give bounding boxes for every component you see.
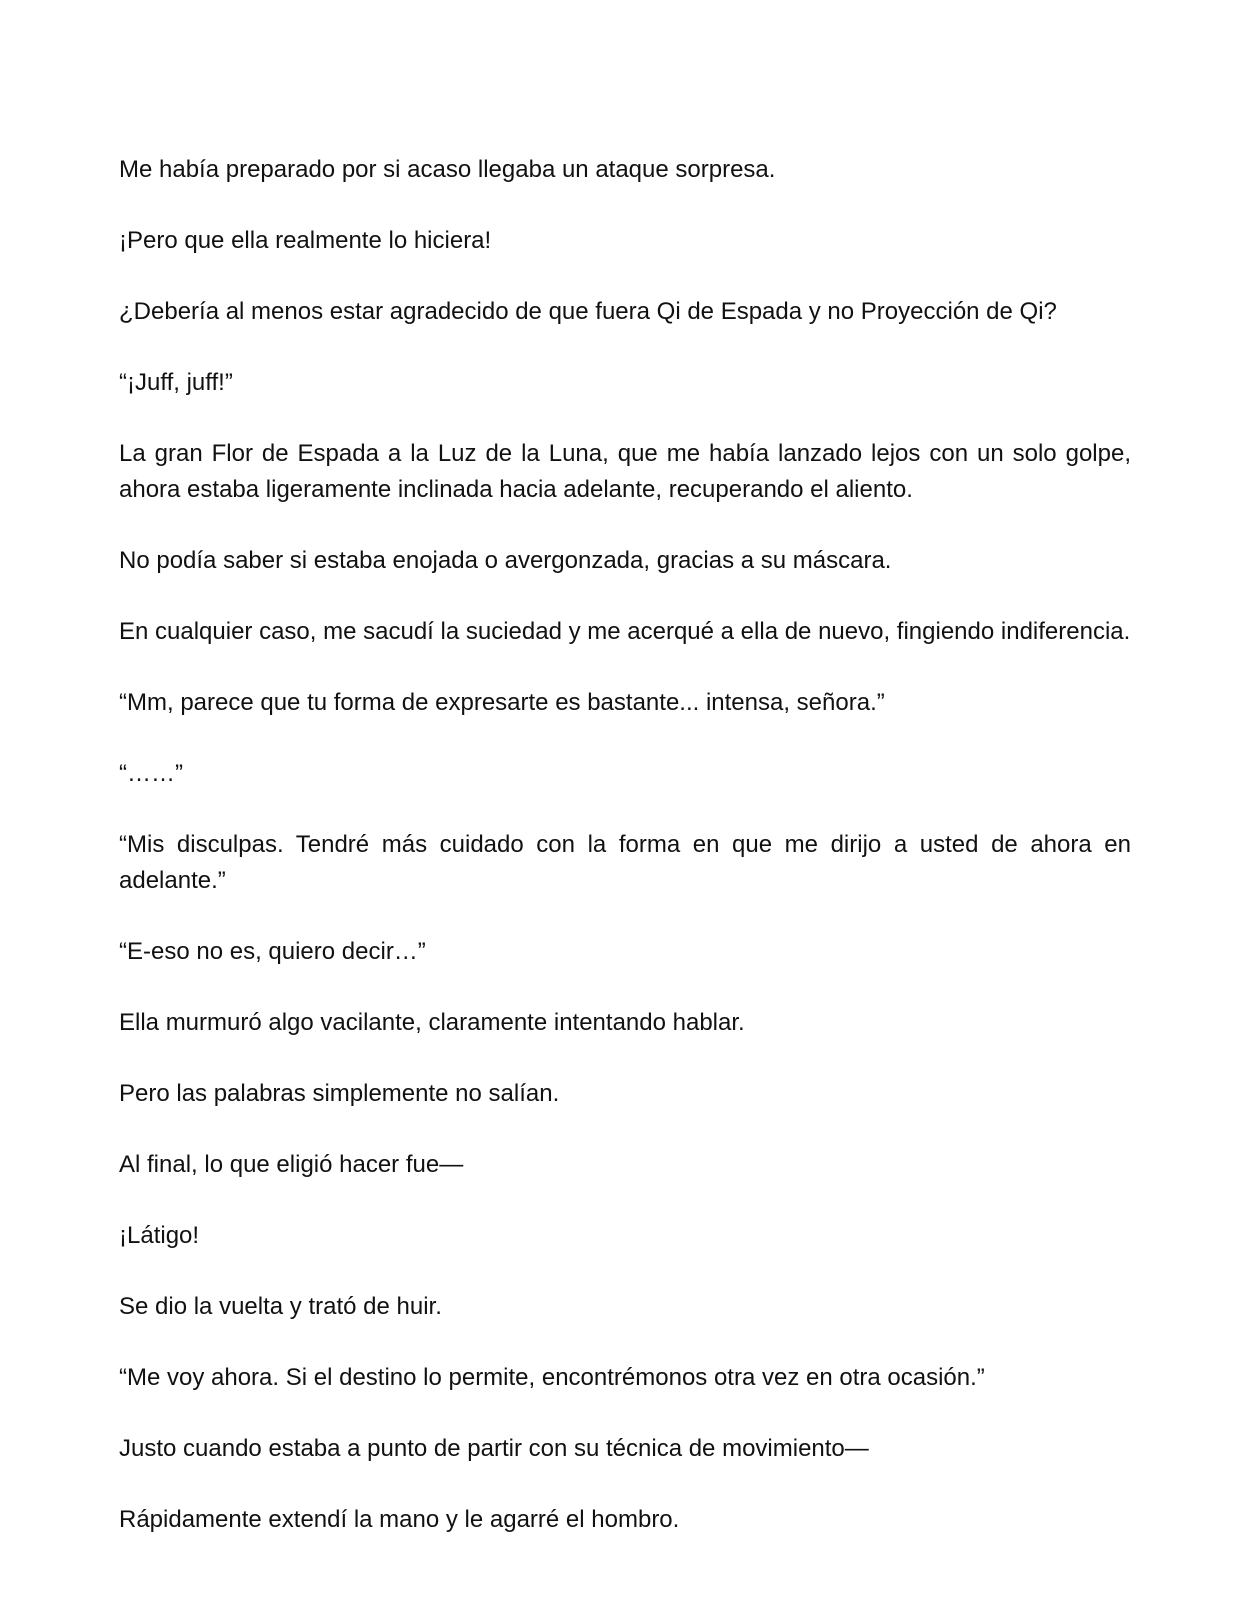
paragraph-15: ¡Látigo! (119, 1222, 200, 1249)
paragraph-1: Me había preparado por si acaso llegaba un ataque sorpresa. (119, 156, 776, 183)
paragraph-17: “Me voy ahora. Si el destino lo permite, encontrémonos otra vez en otra ocasión.” (119, 1364, 985, 1391)
paragraph-6: No podía saber si estaba enojada o avergonzada, gracias a su máscara. (119, 547, 892, 574)
paragraph-7: En cualquier caso, me sacudí la suciedad y me acerqué a ella de nuevo, fingiendo indiferencia. (119, 618, 1131, 645)
body-text (119, 152, 1131, 1573)
paragraph-3: ¿Debería al menos estar agradecido de que fuera Qi de Espada y no Proyección de Qi? (119, 298, 1057, 325)
paragraph-12: Ella murmuró algo vacilante, claramente intentando hablar. (119, 1009, 745, 1036)
paragraph-9: “……” (119, 760, 183, 787)
paragraph-13: Pero las palabras simplemente no salían. (119, 1080, 560, 1107)
paragraph-18: Justo cuando estaba a punto de partir con su técnica de movimiento— (119, 1435, 869, 1462)
paragraph-14: Al final, lo que eligió hacer fue— (119, 1151, 464, 1178)
paragraph-8: “Mm, parece que tu forma de expresarte es bastante... intensa, señora.” (119, 689, 885, 716)
paragraph-4: “¡Juff, juff!” (119, 369, 233, 396)
paragraph-10: “Mis disculpas. Tendré más cuidado con la forma en que me dirijo a usted de ahora en adelante.” (119, 831, 1131, 894)
paragraph-19: Rápidamente extendí la mano y le agarré el hombro. (119, 1506, 680, 1533)
paragraph-16: Se dio la vuelta y trató de huir. (119, 1293, 442, 1320)
paragraph-11: “E-eso no es, quiero decir…” (119, 938, 426, 965)
paragraph-5: La gran Flor de Espada a la Luz de la Luna, que me había lanzado lejos con un solo golpe, ahora estaba ligeramente inclinada hacia adelante, recuperando el aliento. (119, 440, 1131, 503)
paragraph-2: ¡Pero que ella realmente lo hiciera! (119, 227, 492, 254)
